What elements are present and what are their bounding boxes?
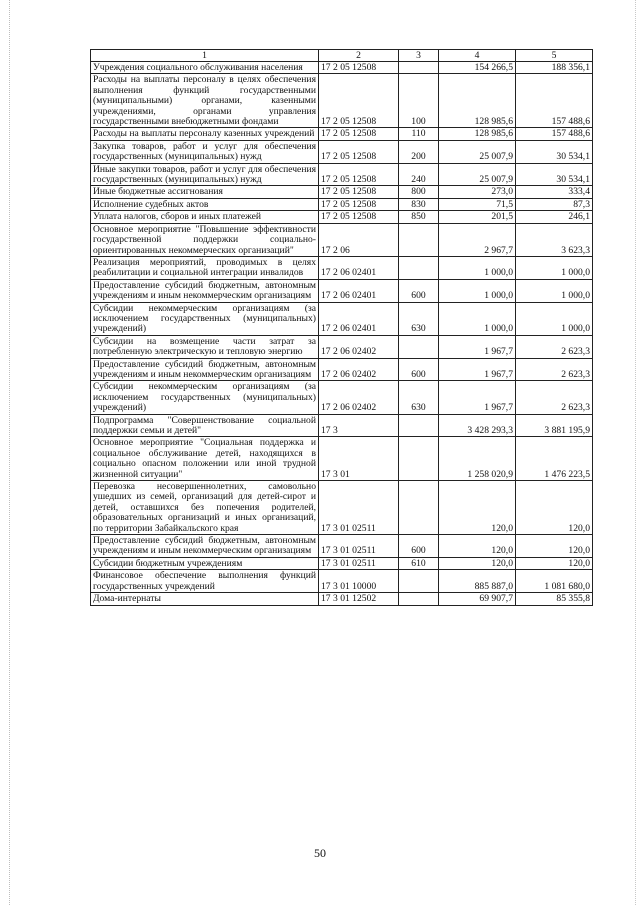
budget-table [90,49,593,606]
table-row [91,74,593,128]
row-name: Реализация мероприятий, проводимых в целях реабилитации и социальной интеграции инвалидов [91,256,319,279]
row-amount-col4: 885 887,0 [439,570,516,593]
row-amount-col5: 85 355,8 [516,593,593,605]
row-target-code: 17 3 01 02511 [319,557,399,569]
row-name: Исполнение судебных актов [91,198,319,210]
table-row [91,163,593,186]
row-target-code: 17 2 05 12508 [319,140,399,163]
row-amount-col5: 188 356,1 [516,62,593,74]
row-amount-col5: 2 623,3 [516,358,593,381]
row-name: Основное мероприятие "Социальная поддержка и социальное обслуживание детей, находящихся в социально опасном положении или иной трудной жизненной ситуации" [91,437,319,481]
table-row [91,140,593,163]
table-row [91,128,593,140]
row-name: Финансовое обеспечение выполнения функций государственных учреждений [91,570,319,593]
row-amount-col4: 154 266,5 [439,62,516,74]
row-expense-type [399,256,439,279]
row-amount-col4: 273,0 [439,186,516,198]
row-name: Учреждения социального обслуживания населения [91,62,319,74]
row-amount-col4: 1 258 020,9 [439,437,516,481]
row-target-code: 17 2 05 12508 [319,62,399,74]
row-amount-col5: 1 081 680,0 [516,570,593,593]
row-name: Расходы на выплаты персоналу казенных учреждений [91,128,319,140]
row-target-code: 17 2 06 02401 [319,256,399,279]
row-amount-col4: 128 985,6 [439,74,516,128]
table-row [91,557,593,569]
row-amount-col5: 1 000,0 [516,302,593,335]
row-amount-col5: 1 000,0 [516,256,593,279]
row-amount-col4: 2 967,7 [439,223,516,256]
row-amount-col5: 87,3 [516,198,593,210]
row-name: Дома-интернаты [91,593,319,605]
row-target-code: 17 2 06 02402 [319,358,399,381]
row-amount-col4: 120,0 [439,481,516,535]
row-amount-col4: 1 000,0 [439,302,516,335]
row-amount-col4: 1 967,7 [439,381,516,414]
row-amount-col5: 3 623,3 [516,223,593,256]
row-target-code: 17 2 06 [319,223,399,256]
row-expense-type: 110 [399,128,439,140]
row-name: Субсидии бюджетным учреждениям [91,557,319,569]
table-row [91,593,593,605]
row-expense-type [399,223,439,256]
row-amount-col5: 30 534,1 [516,140,593,163]
row-amount-col4: 71,5 [439,198,516,210]
table-row [91,211,593,223]
row-target-code: 17 2 05 12508 [319,211,399,223]
row-amount-col4: 25 007,9 [439,163,516,186]
row-name: Предоставление субсидий бюджетным, автономным учреждениям и иным некоммерческим организациям [91,279,319,302]
header-col-3: 3 [399,50,439,62]
row-expense-type [399,593,439,605]
row-target-code: 17 3 01 02511 [319,535,399,558]
row-target-code: 17 2 05 12508 [319,163,399,186]
table-row [91,381,593,414]
row-name: Иные закупки товаров, работ и услуг для обеспечения государственных (муниципальных) нужд [91,163,319,186]
row-amount-col5: 246,1 [516,211,593,223]
row-expense-type [399,414,439,437]
row-target-code: 17 2 06 02402 [319,335,399,358]
row-amount-col5: 1 476 223,5 [516,437,593,481]
row-name: Закупка товаров, работ и услуг для обеспечения государственных (муниципальных) нужд [91,140,319,163]
row-target-code: 17 3 01 [319,437,399,481]
row-expense-type: 830 [399,198,439,210]
row-expense-type: 600 [399,535,439,558]
row-amount-col5: 120,0 [516,557,593,569]
row-amount-col4: 1 967,7 [439,358,516,381]
table-row [91,62,593,74]
row-target-code: 17 2 05 12508 [319,186,399,198]
header-row [91,50,593,62]
row-amount-col4: 3 428 293,3 [439,414,516,437]
row-amount-col4: 201,5 [439,211,516,223]
header-col-4: 4 [439,50,516,62]
row-name: Иные бюджетные ассигнования [91,186,319,198]
row-target-code: 17 2 06 02401 [319,302,399,335]
row-expense-type [399,62,439,74]
row-amount-col4: 120,0 [439,535,516,558]
row-amount-col5: 3 881 195,9 [516,414,593,437]
table-row [91,186,593,198]
row-name: Основное мероприятие "Повышение эффективности государственной поддержки социально-ориентированных некоммерческих организаций" [91,223,319,256]
row-expense-type [399,437,439,481]
row-amount-col4: 25 007,9 [439,140,516,163]
row-name: Субсидии некоммерческим организациям (за исключением государственных (муниципальных) учреждений) [91,381,319,414]
row-name: Субсидии на возмещение части затрат за потребленную электрическую и тепловую энергию [91,335,319,358]
row-expense-type: 600 [399,279,439,302]
row-amount-col5: 1 000,0 [516,279,593,302]
header-col-2: 2 [319,50,399,62]
row-target-code: 17 3 01 12502 [319,593,399,605]
row-name: Предоставление субсидий бюджетным, автономным учреждениям и иным некоммерческим организациям [91,358,319,381]
row-amount-col5: 333,4 [516,186,593,198]
table-row [91,570,593,593]
row-target-code: 17 3 [319,414,399,437]
row-amount-col5: 2 623,3 [516,381,593,414]
row-expense-type: 200 [399,140,439,163]
row-amount-col5: 120,0 [516,535,593,558]
table-row [91,198,593,210]
row-expense-type: 100 [399,74,439,128]
table-row [91,414,593,437]
row-amount-col5: 157 488,6 [516,74,593,128]
header-col-5: 5 [516,50,593,62]
row-target-code: 17 2 06 02402 [319,381,399,414]
row-expense-type: 240 [399,163,439,186]
row-target-code: 17 2 05 12508 [319,74,399,128]
table-row [91,335,593,358]
row-expense-type [399,481,439,535]
row-amount-col5: 120,0 [516,481,593,535]
row-target-code: 17 2 05 12508 [319,198,399,210]
row-name: Субсидии некоммерческим организациям (за исключением государственных (муниципальных) учреждений) [91,302,319,335]
row-name: Расходы на выплаты персоналу в целях обеспечения выполнения функций государственными (муниципальными) органами, казенными учреждениями, органами управления государственными внебюджетными фондами [91,74,319,128]
row-expense-type: 850 [399,211,439,223]
row-target-code: 17 2 06 02401 [319,279,399,302]
row-amount-col4: 1 000,0 [439,256,516,279]
row-name: Перевозка несовершеннолетних, самовольно ушедших из семей, организаций для детей-сирот и детей, оставшихся без попечения родителей, образовательных организаций и иных организаций, по территории Забайкальского края [91,481,319,535]
row-expense-type: 800 [399,186,439,198]
row-expense-type [399,570,439,593]
page-number: 50 [314,846,326,860]
row-expense-type: 630 [399,302,439,335]
row-amount-col4: 69 907,7 [439,593,516,605]
row-target-code: 17 3 01 10000 [319,570,399,593]
row-name: Предоставление субсидий бюджетным, автономным учреждениям и иным некоммерческим организациям [91,535,319,558]
row-name: Уплата налогов, сборов и иных платежей [91,211,319,223]
row-expense-type: 630 [399,381,439,414]
row-amount-col4: 128 985,6 [439,128,516,140]
table-row [91,481,593,535]
header-col-1: 1 [91,50,319,62]
table-row [91,535,593,558]
row-amount-col4: 120,0 [439,557,516,569]
table-row [91,437,593,481]
table-row [91,279,593,302]
row-amount-col5: 2 623,3 [516,335,593,358]
row-amount-col5: 30 534,1 [516,163,593,186]
row-name: Подпрограмма "Совершенствование социальной поддержки семьи и детей" [91,414,319,437]
row-target-code: 17 3 01 02511 [319,481,399,535]
table-row [91,302,593,335]
row-expense-type [399,335,439,358]
row-amount-col5: 157 488,6 [516,128,593,140]
row-expense-type: 610 [399,557,439,569]
row-amount-col4: 1 000,0 [439,279,516,302]
scan-edge-left [9,0,10,905]
table-row [91,256,593,279]
scan-edge-right [635,0,636,905]
row-expense-type: 600 [399,358,439,381]
table-row [91,358,593,381]
row-amount-col4: 1 967,7 [439,335,516,358]
row-target-code: 17 2 05 12508 [319,128,399,140]
table-row [91,223,593,256]
